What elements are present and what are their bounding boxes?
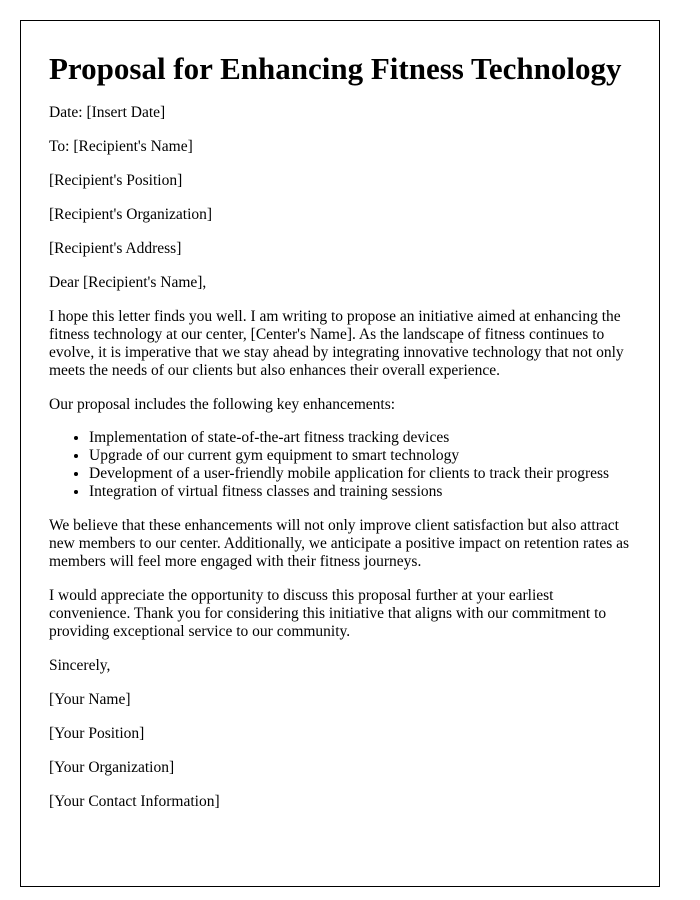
list-item: • Development of a user-friendly mobile application for clients to track their progress xyxy=(89,465,631,483)
list-item: • Upgrade of our current gym equipment to smart technology xyxy=(89,447,631,465)
signature-position: [Your Position] xyxy=(49,725,145,742)
recipient-address: [Recipient's Address] xyxy=(49,240,182,257)
letter-title: Proposal for Enhancing Fitness Technology xyxy=(49,51,622,86)
recipient-name-line: To: [Recipient's Name] xyxy=(49,138,193,155)
enhancements-list xyxy=(49,429,631,501)
salutation: Dear [Recipient's Name], xyxy=(49,274,207,291)
closing-paragraph: I would appreciate the opportunity to discuss this proposal further at your earliest convenience. Thank you for considering this initiative that aligns with our commitment to providing exceptional service to our community. xyxy=(49,587,607,640)
list-intro: Our proposal includes the following key enhancements: xyxy=(49,396,396,413)
recipient-organization: [Recipient's Organization] xyxy=(49,206,213,223)
valediction: Sincerely, xyxy=(49,657,111,674)
signature-name: [Your Name] xyxy=(49,691,131,708)
intro-paragraph: I hope this letter finds you well. I am writing to propose an initiative aimed at enhancing the fitness technology at our center, [Center's Name]. As the landscape of fitness continues to evolve, it is imperative that we stay ahead by integrating innovative technology that not only meets the needs of our clients but also enhances their overall experience. xyxy=(49,308,624,379)
list-item: • Implementation of state-of-the-art fitness tracking devices xyxy=(89,429,631,447)
list-item: • Integration of virtual fitness classes and training sessions xyxy=(89,483,631,501)
letter-frame xyxy=(20,20,660,887)
signature-organization: [Your Organization] xyxy=(49,759,175,776)
signature-contact: [Your Contact Information] xyxy=(49,793,220,810)
recipient-position: [Recipient's Position] xyxy=(49,172,183,189)
benefits-paragraph: We believe that these enhancements will not only improve client satisfaction but also attract new members to our center. Additionally, we anticipate a positive impact on retention rates as members will feel more engaged with their fitness journeys. xyxy=(49,517,630,570)
date-line: Date: [Insert Date] xyxy=(49,104,166,121)
